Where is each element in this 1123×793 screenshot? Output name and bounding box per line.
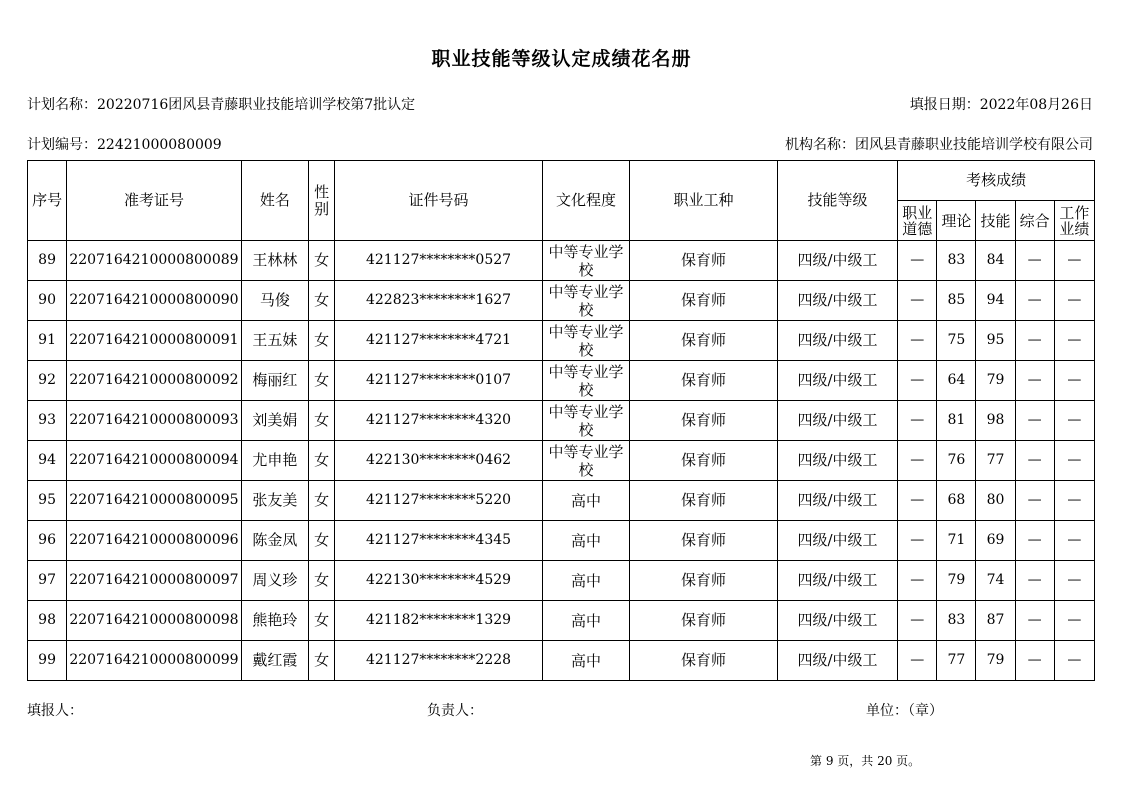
cell-education: 高中 [542,561,629,601]
cell-theory: 76 [937,441,976,481]
cell-performance: — [1054,441,1094,481]
cell-skill-level: 四级/中级工 [777,641,897,681]
cell-occupation: 保育师 [630,521,778,561]
cell-gender: 女 [309,521,335,561]
cell-overall: — [1015,441,1054,481]
cell-name: 马俊 [241,281,308,321]
cell-seq: 96 [28,521,67,561]
cell-ethics: — [898,361,937,401]
cell-name: 戴红霞 [241,641,308,681]
header-scores: 考核成绩 [898,161,1095,201]
cell-overall: — [1015,481,1054,521]
cell-occupation: 保育师 [630,361,778,401]
cell-id-number: 421127********2228 [335,641,543,681]
cell-overall: — [1015,361,1054,401]
table-row [28,481,1095,521]
cell-skill: 79 [976,361,1015,401]
report-date: 填报日期：2022年08月26日 [909,97,1093,113]
cell-gender: 女 [309,241,335,281]
cell-skill-level: 四级/中级工 [777,521,897,561]
plan-number: 计划编号：22421000080009 [27,137,222,153]
cell-skill: 84 [976,241,1015,281]
table-header-row [28,161,1095,201]
cell-seq: 98 [28,601,67,641]
cell-id-number: 421127********4721 [335,321,543,361]
cell-id-number: 421127********0527 [335,241,543,281]
cell-theory: 83 [937,601,976,641]
header-ethics: 职业道德 [898,201,937,241]
cell-gender: 女 [309,601,335,641]
cell-ethics: — [898,561,937,601]
cell-skill-level: 四级/中级工 [777,561,897,601]
cell-exam-id: 2207164210000800093 [67,401,242,441]
cell-theory: 85 [937,281,976,321]
cell-occupation: 保育师 [630,241,778,281]
cell-name: 梅丽红 [241,361,308,401]
cell-overall: — [1015,321,1054,361]
cell-performance: — [1054,521,1094,561]
cell-education: 高中 [542,601,629,641]
cell-exam-id: 2207164210000800095 [67,481,242,521]
cell-ethics: — [898,521,937,561]
cell-skill-level: 四级/中级工 [777,601,897,641]
cell-seq: 97 [28,561,67,601]
cell-performance: — [1054,321,1094,361]
cell-theory: 75 [937,321,976,361]
cell-skill-level: 四级/中级工 [777,241,897,281]
table-row [28,441,1095,481]
header-name: 姓名 [241,161,308,241]
table-body [28,241,1095,681]
cell-seq: 89 [28,241,67,281]
cell-gender: 女 [309,281,335,321]
cell-name: 尤申艳 [241,441,308,481]
cell-theory: 71 [937,521,976,561]
score-roster-table [27,160,1095,681]
cell-exam-id: 2207164210000800089 [67,241,242,281]
cell-education: 中等专业学校 [542,441,629,481]
cell-performance: — [1054,561,1094,601]
cell-id-number: 421127********5220 [335,481,543,521]
cell-ethics: — [898,321,937,361]
header-id-number: 证件号码 [335,161,543,241]
cell-overall: — [1015,521,1054,561]
cell-performance: — [1054,641,1094,681]
cell-theory: 81 [937,401,976,441]
cell-skill: 87 [976,601,1015,641]
table-row [28,601,1095,641]
cell-gender: 女 [309,321,335,361]
cell-ethics: — [898,241,937,281]
cell-performance: — [1054,241,1094,281]
cell-skill-level: 四级/中级工 [777,321,897,361]
table-row [28,361,1095,401]
cell-ethics: — [898,481,937,521]
cell-overall: — [1015,561,1054,601]
cell-seq: 99 [28,641,67,681]
cell-exam-id: 2207164210000800091 [67,321,242,361]
cell-name: 陈金凤 [241,521,308,561]
cell-performance: — [1054,281,1094,321]
cell-skill: 80 [976,481,1015,521]
header-overall: 综合 [1015,201,1054,241]
table-row [28,281,1095,321]
cell-education: 中等专业学校 [542,241,629,281]
header-seq: 序号 [28,161,67,241]
cell-occupation: 保育师 [630,441,778,481]
table-row [28,641,1095,681]
cell-gender: 女 [309,361,335,401]
cell-education: 中等专业学校 [542,321,629,361]
cell-overall: — [1015,281,1054,321]
cell-occupation: 保育师 [630,561,778,601]
cell-seq: 92 [28,361,67,401]
table-row [28,321,1095,361]
cell-education: 高中 [542,641,629,681]
cell-skill: 98 [976,401,1015,441]
cell-skill-level: 四级/中级工 [777,481,897,521]
cell-exam-id: 2207164210000800090 [67,281,242,321]
table-row [28,401,1095,441]
cell-overall: — [1015,241,1054,281]
cell-ethics: — [898,641,937,681]
cell-seq: 91 [28,321,67,361]
header-exam-id: 准考证号 [67,161,242,241]
cell-education: 高中 [542,521,629,561]
cell-skill: 94 [976,281,1015,321]
cell-exam-id: 2207164210000800099 [67,641,242,681]
cell-ethics: — [898,441,937,481]
cell-skill-level: 四级/中级工 [777,361,897,401]
cell-education: 中等专业学校 [542,281,629,321]
cell-occupation: 保育师 [630,641,778,681]
cell-name: 周义珍 [241,561,308,601]
cell-gender: 女 [309,481,335,521]
header-gender: 性别 [309,161,335,241]
table-row [28,561,1095,601]
cell-seq: 95 [28,481,67,521]
cell-skill: 77 [976,441,1015,481]
cell-theory: 83 [937,241,976,281]
cell-overall: — [1015,641,1054,681]
cell-occupation: 保育师 [630,401,778,441]
page-indicator: 第 9 页，共 20 页。 [810,754,921,768]
cell-gender: 女 [309,561,335,601]
cell-id-number: 421182********1329 [335,601,543,641]
cell-id-number: 422130********0462 [335,441,543,481]
cell-overall: — [1015,601,1054,641]
header-skill-level: 技能等级 [777,161,897,241]
page-title: 职业技能等级认定成绩花名册 [431,48,692,70]
cell-theory: 68 [937,481,976,521]
cell-exam-id: 2207164210000800096 [67,521,242,561]
header-theory: 理论 [937,201,976,241]
cell-name: 王林林 [241,241,308,281]
responsible-label: 负责人： [427,703,483,719]
cell-seq: 90 [28,281,67,321]
cell-skill: 95 [976,321,1015,361]
cell-performance: — [1054,361,1094,401]
cell-theory: 77 [937,641,976,681]
cell-ethics: — [898,601,937,641]
cell-ethics: — [898,401,937,441]
header-performance: 工作业绩 [1054,201,1094,241]
cell-id-number: 421127********4345 [335,521,543,561]
cell-performance: — [1054,601,1094,641]
cell-skill-level: 四级/中级工 [777,401,897,441]
cell-occupation: 保育师 [630,281,778,321]
cell-name: 王五妹 [241,321,308,361]
cell-name: 熊艳玲 [241,601,308,641]
filler-label: 填报人： [27,703,83,719]
cell-theory: 79 [937,561,976,601]
cell-id-number: 421127********4320 [335,401,543,441]
header-occupation: 职业工种 [630,161,778,241]
cell-exam-id: 2207164210000800094 [67,441,242,481]
cell-overall: — [1015,401,1054,441]
cell-skill: 79 [976,641,1015,681]
table-row [28,241,1095,281]
cell-exam-id: 2207164210000800098 [67,601,242,641]
cell-skill: 74 [976,561,1015,601]
cell-exam-id: 2207164210000800097 [67,561,242,601]
cell-education: 高中 [542,481,629,521]
cell-id-number: 422130********4529 [335,561,543,601]
cell-education: 中等专业学校 [542,361,629,401]
header-skill: 技能 [976,201,1015,241]
plan-name: 计划名称：20220716团风县青藤职业技能培训学校第7批认定 [27,97,416,113]
cell-gender: 女 [309,441,335,481]
cell-gender: 女 [309,401,335,441]
cell-name: 刘美娟 [241,401,308,441]
cell-id-number: 422823********1627 [335,281,543,321]
cell-occupation: 保育师 [630,321,778,361]
cell-id-number: 421127********0107 [335,361,543,401]
cell-seq: 93 [28,401,67,441]
cell-exam-id: 2207164210000800092 [67,361,242,401]
cell-seq: 94 [28,441,67,481]
cell-name: 张友美 [241,481,308,521]
cell-theory: 64 [937,361,976,401]
cell-performance: — [1054,401,1094,441]
cell-gender: 女 [309,641,335,681]
cell-skill-level: 四级/中级工 [777,441,897,481]
unit-seal-label: 单位：（章） [866,703,943,719]
header-education: 文化程度 [542,161,629,241]
cell-performance: — [1054,481,1094,521]
cell-education: 中等专业学校 [542,401,629,441]
cell-occupation: 保育师 [630,601,778,641]
cell-occupation: 保育师 [630,481,778,521]
institution-name: 机构名称：团风县青藤职业技能培训学校有限公司 [785,137,1093,153]
cell-skill-level: 四级/中级工 [777,281,897,321]
cell-skill: 69 [976,521,1015,561]
cell-ethics: — [898,281,937,321]
table-row [28,521,1095,561]
